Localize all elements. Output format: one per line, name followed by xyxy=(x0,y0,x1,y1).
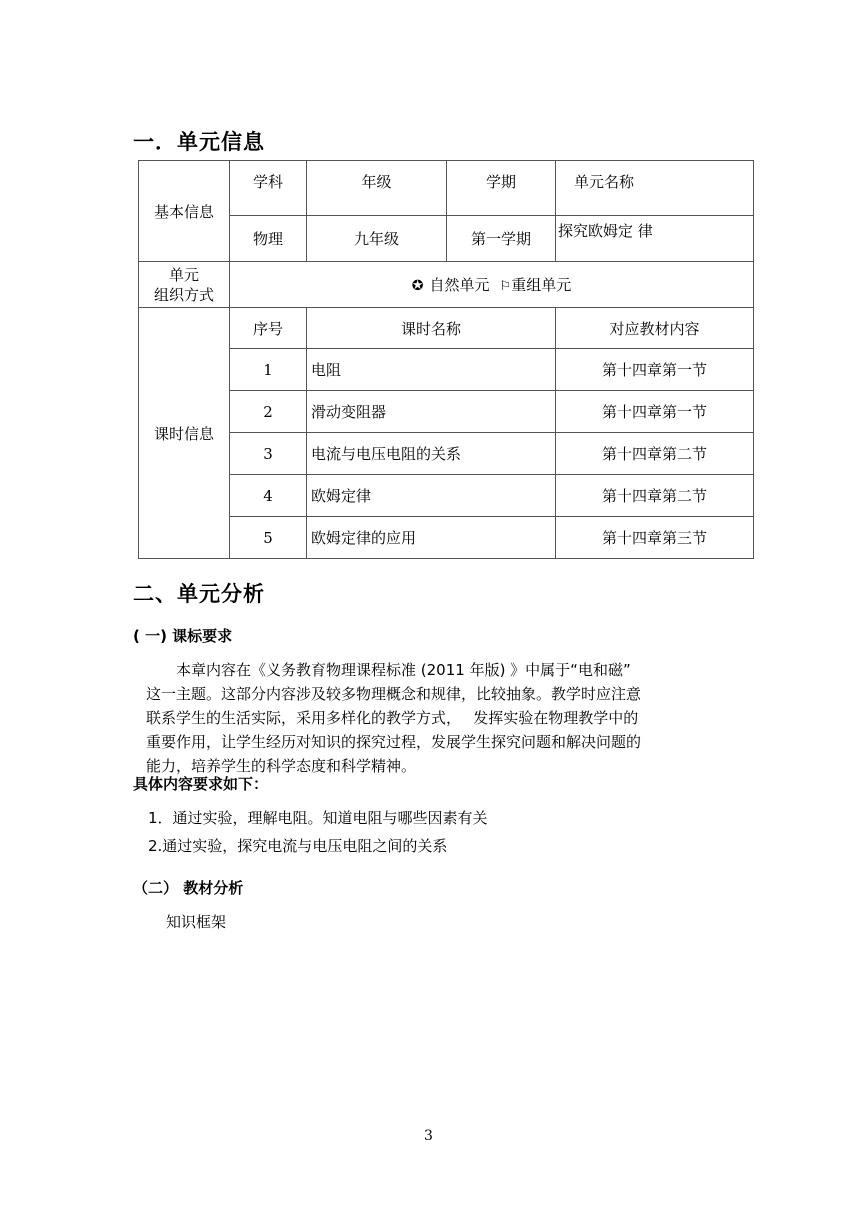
org-label xyxy=(139,262,230,308)
unit-info-table xyxy=(138,160,754,559)
value-unit-name: 探究欧姆定 律 xyxy=(556,216,754,262)
lesson-name: 电流与电压电阻的关系 xyxy=(307,433,556,475)
lesson-content: 第十四章第二节 xyxy=(556,433,754,475)
lesson-content: 第十四章第一节 xyxy=(556,349,754,391)
lesson-no: 3 xyxy=(230,433,307,475)
lesson-content: 第十四章第三节 xyxy=(556,517,754,559)
table-row xyxy=(139,391,754,433)
org-option-natural: 自然单元 xyxy=(429,276,490,294)
paragraph-line: 本章内容在《义务教育物理课程标准 (2011 年版) 》中属于“电和磁” xyxy=(176,661,631,679)
org-option-regroup: 重组单元 xyxy=(511,276,572,294)
paragraph-line: 联系学生的生活实际，采用多样化的教学方式， 发挥实验在物理教学中的 xyxy=(146,709,639,727)
lesson-name: 欧姆定律 xyxy=(307,475,556,517)
subsection-curriculum-title: ( 一) 课标要求 xyxy=(133,627,233,645)
requirements-heading: 具体内容要求如下： xyxy=(133,775,269,793)
radio-icon[interactable]: ✪ xyxy=(411,278,424,294)
value-subject: 物理 xyxy=(230,216,307,262)
value-term: 第一学期 xyxy=(447,216,556,262)
paragraph-line: 重要作用，让学生经历对知识的探究过程，发展学生探究问题和解决问题的 xyxy=(146,733,642,751)
lesson-name: 欧姆定律的应用 xyxy=(307,517,556,559)
lesson-name: 电阻 xyxy=(307,349,556,391)
framework-label: 知识框架 xyxy=(166,913,227,931)
table-row xyxy=(139,349,754,391)
table-row xyxy=(139,433,754,475)
org-label-line1: 单元 xyxy=(168,265,199,284)
header-unit-name: 单元名称 xyxy=(556,161,754,216)
requirement-item: 2.通过实验，探究电流与电压电阻之间的关系 xyxy=(148,837,448,855)
header-term: 学期 xyxy=(447,161,556,216)
page-number: 3 xyxy=(424,1128,433,1144)
lesson-no: 2 xyxy=(230,391,307,433)
org-options xyxy=(230,262,754,308)
value-grade: 九年级 xyxy=(307,216,447,262)
lesson-no: 5 xyxy=(230,517,307,559)
table-row xyxy=(139,517,754,559)
lesson-no: 1 xyxy=(230,349,307,391)
header-subject: 学科 xyxy=(230,161,307,216)
lesson-header-no: 序号 xyxy=(230,308,307,349)
paragraph-line: 这一主题。这部分内容涉及较多物理概念和规律，比较抽象。教学时应注意 xyxy=(146,685,642,703)
org-label-line2: 组织方式 xyxy=(153,285,214,304)
lesson-content: 第十四章第二节 xyxy=(556,475,754,517)
section-2-title: 二、单元分析 xyxy=(133,582,265,606)
lesson-no: 4 xyxy=(230,475,307,517)
lesson-info-label: 课时信息 xyxy=(139,308,230,559)
lesson-content: 第十四章第一节 xyxy=(556,391,754,433)
requirement-item: 1．通过实验，理解电阻。知道电阻与哪些因素有关 xyxy=(148,809,488,827)
paragraph-line: 能力，培养学生的科学态度和科学精神。 xyxy=(146,757,417,775)
basic-info-label: 基本信息 xyxy=(139,161,230,262)
lesson-header-name: 课时名称 xyxy=(307,308,556,349)
checkbox-icon[interactable]: ⚐ xyxy=(499,279,512,294)
subsection-textbook-title: （二） 教材分析 xyxy=(133,879,244,897)
table-row xyxy=(139,475,754,517)
section-1-title: 一．单元信息 xyxy=(133,130,265,154)
header-grade: 年级 xyxy=(307,161,447,216)
lesson-name: 滑动变阻器 xyxy=(307,391,556,433)
lesson-header-content: 对应教材内容 xyxy=(556,308,754,349)
